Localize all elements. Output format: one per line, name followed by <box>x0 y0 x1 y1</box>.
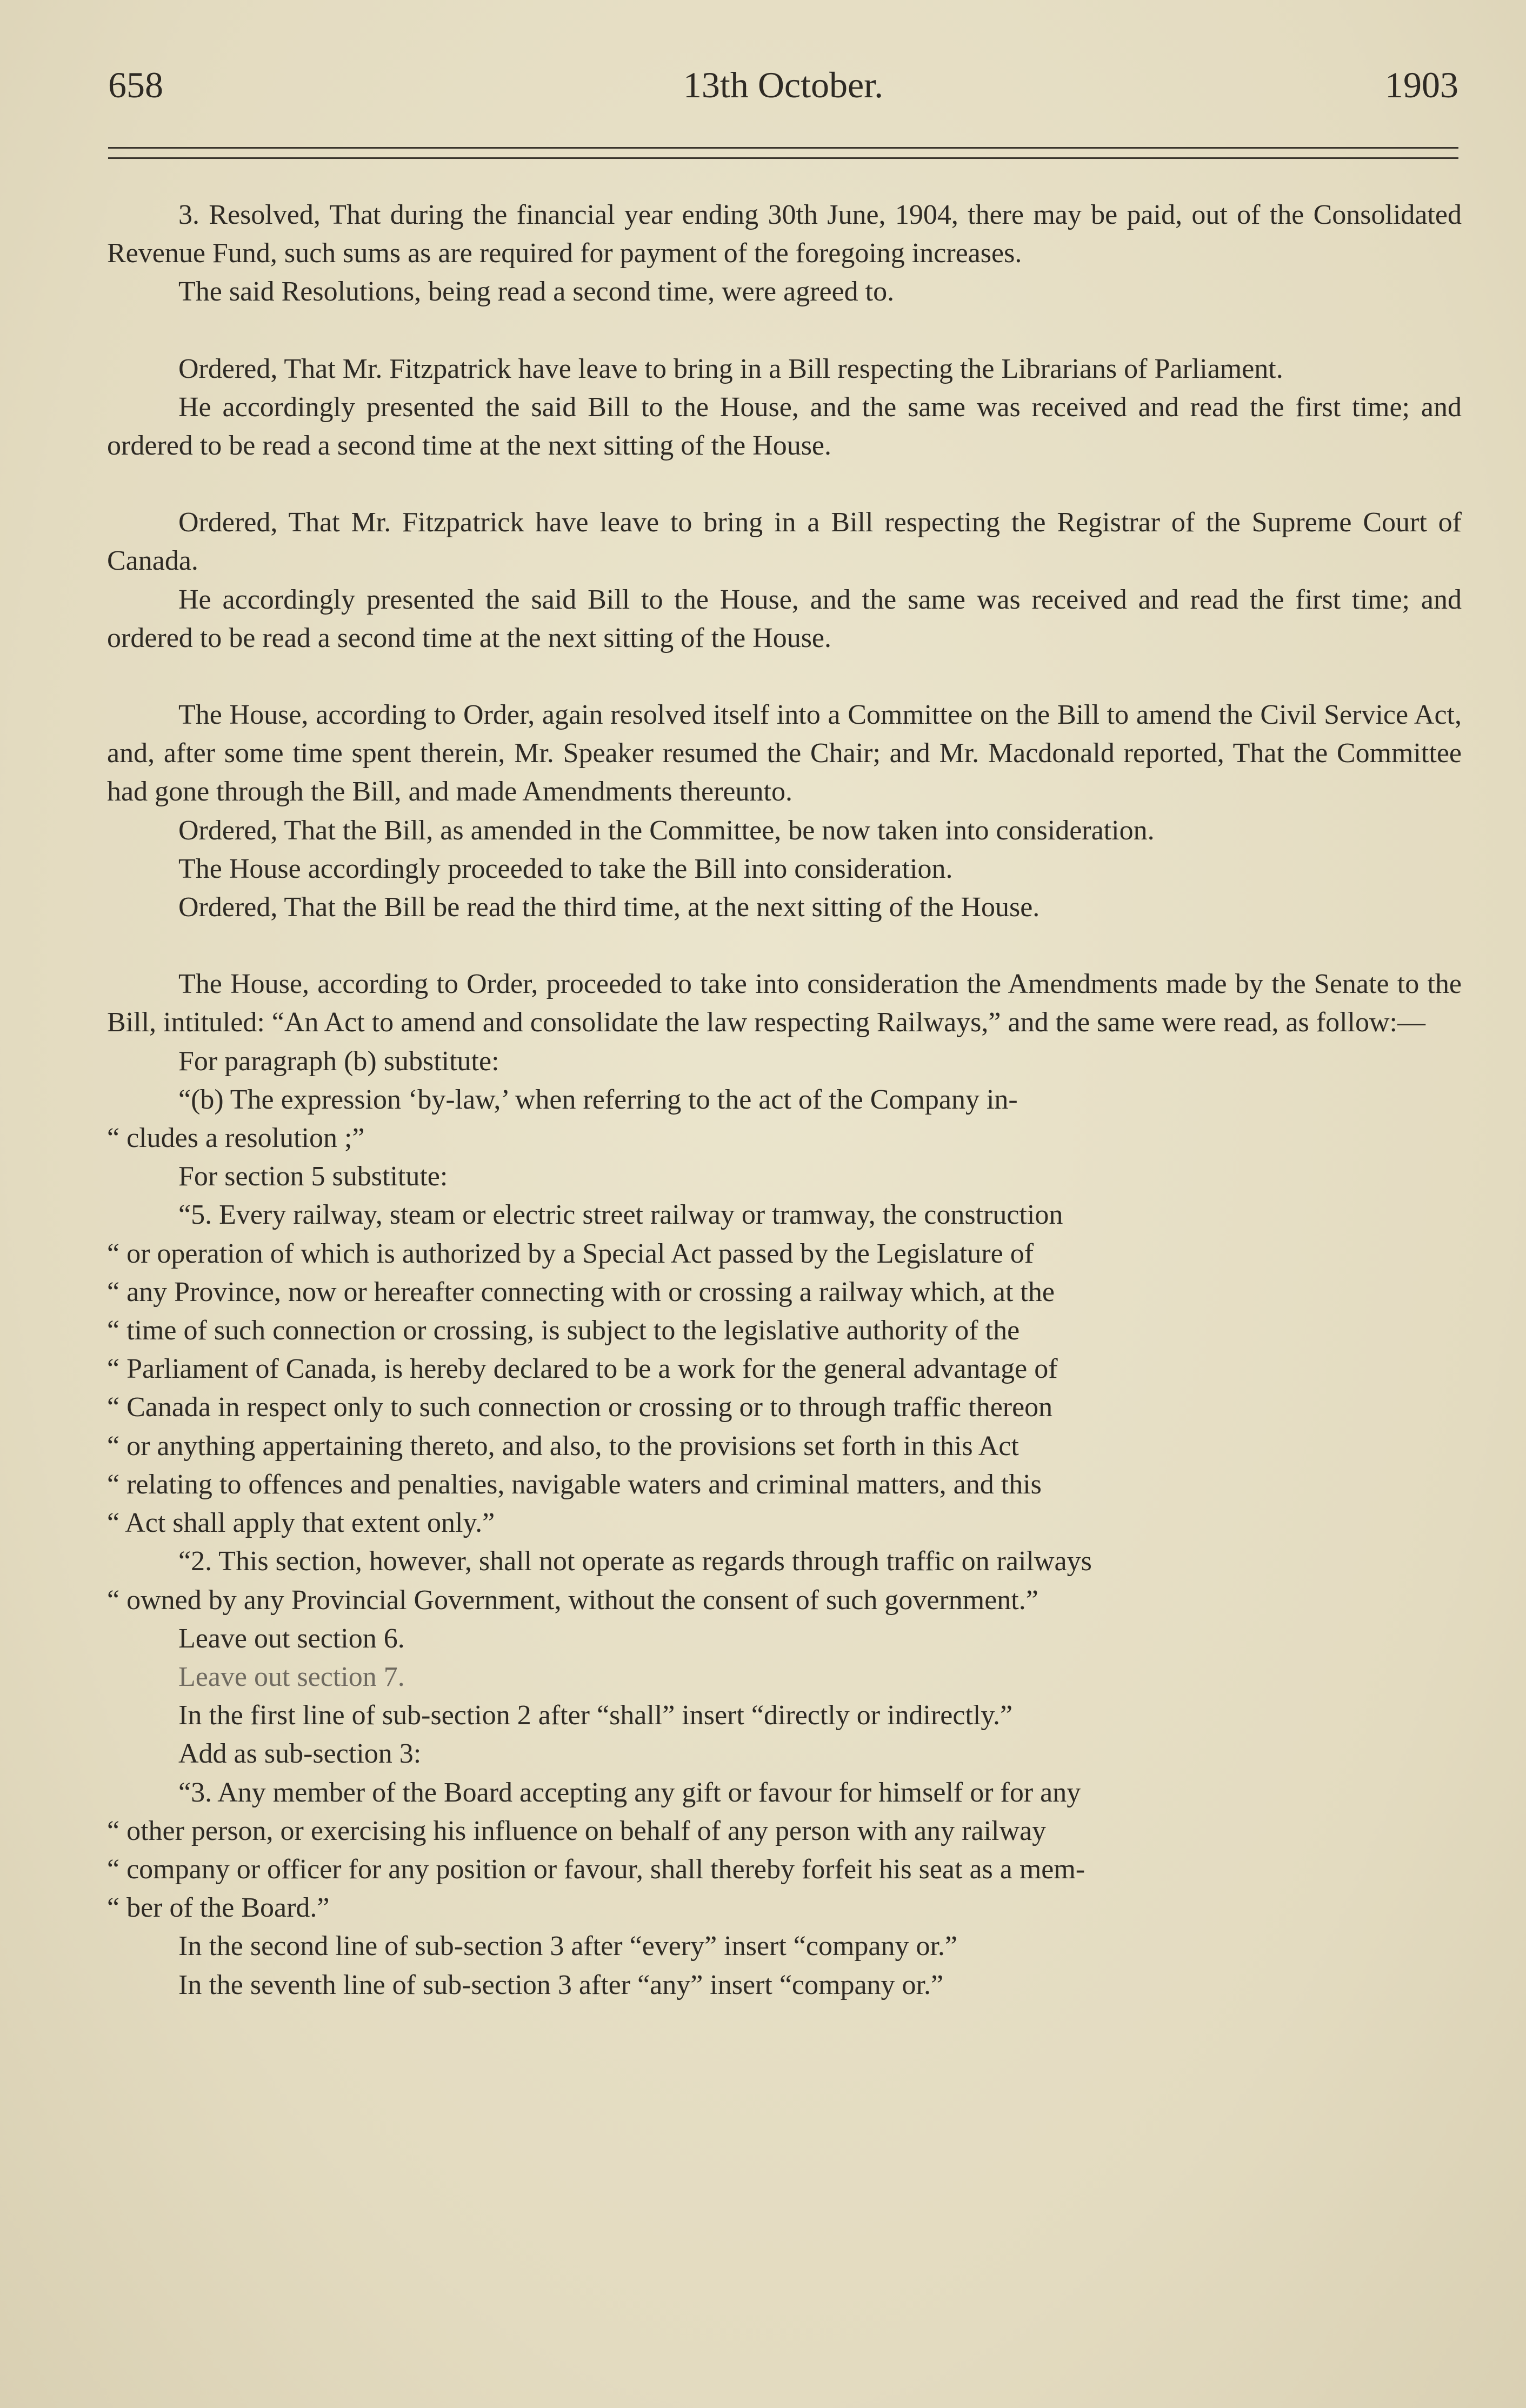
paragraph-consideration-ordered: Ordered, That the Bill, as amended in the Committee, be now taken into consideration. <box>178 815 1155 846</box>
page-body <box>107 196 1469 2004</box>
paragraph-insert-directly: In the first line of sub-section 2 after “shall” insert “directly or indirectly.” <box>178 1700 1013 1731</box>
page-number: 658 <box>108 64 163 105</box>
paragraph-section-5-substitute: For section 5 substitute: <box>178 1161 448 1192</box>
paragraph-add-sub-section-3: Add as sub-section 3: <box>178 1738 422 1770</box>
paragraph-resolutions-agreed: The said Resolutions, being read a second time, were agreed to. <box>178 276 895 308</box>
paragraph-bill-librarians: Ordered, That Mr. Fitzpatrick have leave to bring in a Bill respecting the Librarians of Parliament. <box>178 353 1283 384</box>
paragraph-third-reading: Ordered, That the Bill be read the third time, at the next sitting of the House. <box>178 892 1040 923</box>
quote-section-5-sub-2: “2. This section, however, shall not operate as regards through traffic on railways “ owned by any Provincial Government, without the consent of such government.” <box>107 1546 1092 1616</box>
paragraph-consideration-proceeded: The House accordingly proceeded to take the Bill into consideration. <box>178 853 953 884</box>
paragraph-seventh-line-insert: In the seventh line of sub-section 3 after “any” insert “company or.” <box>178 1969 944 2000</box>
paragraph-civil-service-committee: The House, according to Order, again resolved itself into a Committee on the Bill to amend the Civil Service Act, and, after some time spent therein, Mr. Speaker resumed the Chair; and Mr. Macdonald reported, That the Committee had gone through the Bill, and made Amendments thereunto. <box>107 699 1469 808</box>
quote-by-law-definition: “(b) The expression ‘by-law,’ when referring to the act of the Company in- “ cludes a resolution ;” <box>107 1084 1018 1154</box>
paragraph-para-b-substitute: For paragraph (b) substitute: <box>178 1045 499 1077</box>
paragraph-bill-librarians-read: He accordingly presented the said Bill to the House, and the same was received and read the first time; and ordered to be read a second time at the next sitting of the House. <box>107 391 1469 462</box>
paragraph-bill-registrar: Ordered, That Mr. Fitzpatrick have leave to bring in a Bill respecting the Registrar of the Supreme Court of Canada. <box>107 507 1469 577</box>
quote-section-5: “5. Every railway, steam or electric street railway or tramway, the construction “ or operation of which is authorized by a Special Act passed by the Legislature of “ any Province, now or hereafter connecting with or crossing a railway which, at the “ time of such connection or crossing, is subject to the legislative authority of the “ Parliament of Canada, is hereby declared to be a work for the general advantage of “ Canada in respect only to such connection or crossing or to through traffic thereon “ or anything appertaining thereto, and also, to the provisions set forth in this Act “ relating to offences and penalties, navigable waters and criminal matters, and this “ Act shall apply that extent only.” <box>107 1199 1063 1539</box>
header-rule <box>108 147 1458 159</box>
paragraph-leave-out-section-7: Leave out section 7. <box>178 1661 405 1692</box>
paragraph-senate-amendments: The House, according to Order, proceeded to take into consideration the Amendments made by the Senate to the Bill, intituled: “An Act to amend and consolidate the law respecting Railways,” and the same were read, as follow:— <box>107 969 1469 1038</box>
header-date: 13th October. <box>683 64 884 105</box>
quote-sub-section-3: “3. Any member of the Board accepting any gift or favour for himself or for any “ other person, or exercising his influence on behalf of any person with any railway “ company or officer for any position or favour, shall thereby forfeit his seat as a mem- “ ber of the Board.” <box>107 1777 1085 1924</box>
paragraph-resolution-3: 3. Resolved, That during the financial year ending 30th June, 1904, there may be paid, out of the Consolidated Revenue Fund, such sums as are required for payment of the foregoing increases. <box>107 199 1469 269</box>
paragraph-second-line-insert: In the second line of sub-section 3 after “every” insert “company or.” <box>178 1931 957 1962</box>
paragraph-leave-out-section-6: Leave out section 6. <box>178 1623 405 1654</box>
page-header <box>108 64 1458 112</box>
paragraph-bill-registrar-read: He accordingly presented the said Bill to the House, and the same was received and read the first time; and ordered to be read a second time at the next sitting of the House. <box>107 584 1469 653</box>
header-year: 1903 <box>1385 64 1458 105</box>
